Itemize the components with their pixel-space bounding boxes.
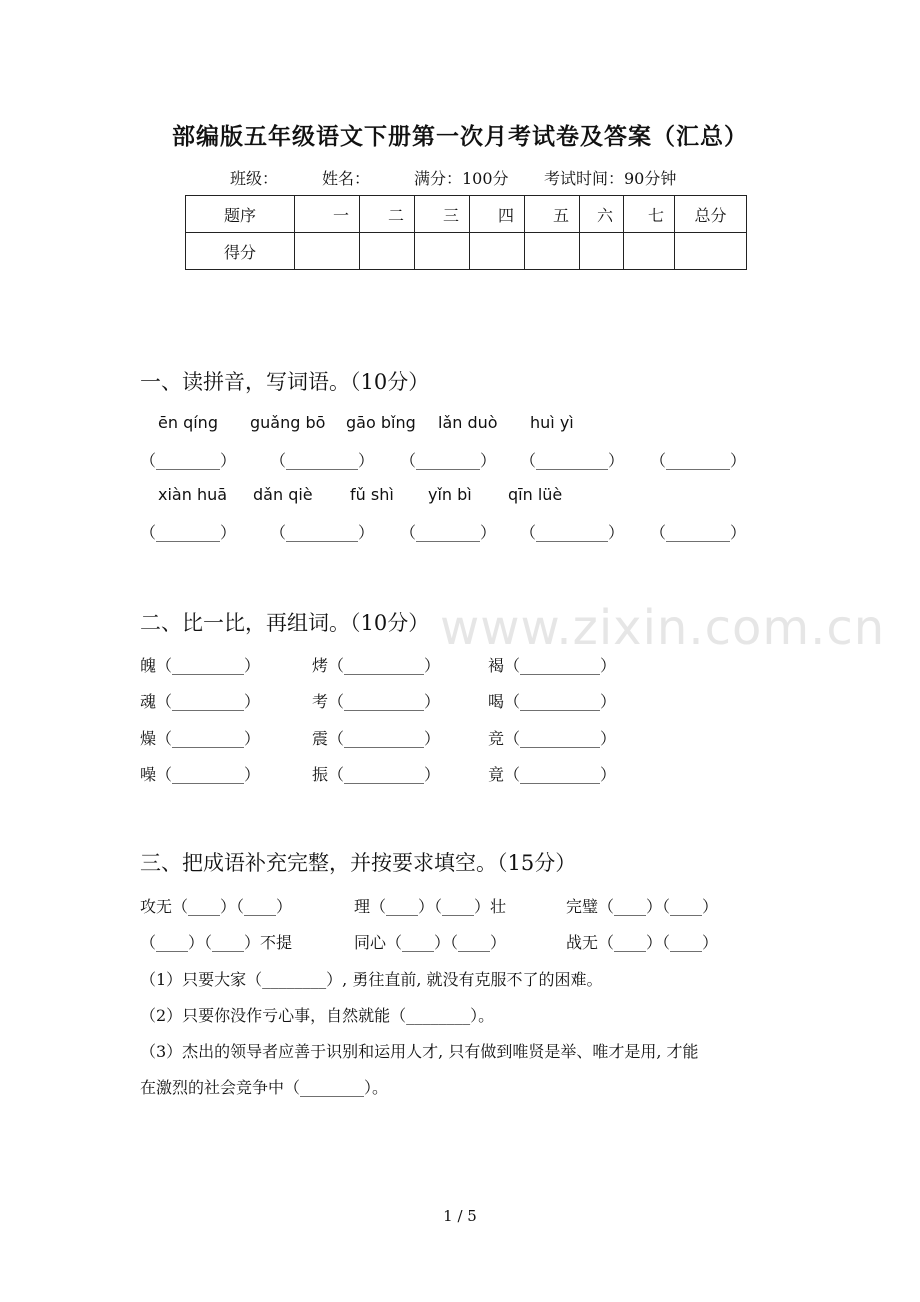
question-2[interactable]: （2）只要你没作亏心事，自然就能（________）。 [140, 1006, 495, 1025]
word-group-item[interactable]: 竞（__________） [488, 729, 617, 748]
word-group-item[interactable]: 竟（__________） [488, 765, 617, 784]
score-cell[interactable] [415, 233, 470, 270]
idiom-item[interactable]: 攻无（____）（____） [140, 897, 293, 916]
header-cell: 题序 [186, 196, 295, 233]
question-3-line2[interactable]: 在激烈的社会竞争中（________）。 [140, 1078, 389, 1097]
word-group-item[interactable]: 振（__________） [312, 765, 441, 784]
pinyin: ēn qíng [158, 413, 218, 432]
header-cell: 总分 [675, 196, 747, 233]
section2-heading: 二、比一比，再组词。（10分） [140, 611, 430, 635]
answer-blank[interactable]: （________） [140, 451, 237, 470]
row-label: 得分 [186, 233, 295, 270]
pinyin: dǎn qiè [253, 485, 313, 504]
idiom-item[interactable]: 完璧（____）（____） [566, 897, 719, 916]
pinyin: yǐn bì [428, 485, 472, 504]
idiom-item[interactable]: 理（____）（____）壮 [354, 897, 507, 916]
idiom-item[interactable]: （____）（____）不提 [140, 933, 293, 952]
score-table [185, 195, 747, 270]
pinyin: guǎng bō [250, 413, 326, 432]
section3-heading: 三、把成语补充完整，并按要求填空。（15分） [140, 851, 577, 875]
word-group-item[interactable]: 烤（__________） [312, 656, 441, 675]
score-cell[interactable] [360, 233, 415, 270]
idiom-item[interactable]: 战无（____）（____） [566, 933, 719, 952]
section1-heading: 一、读拼音，写词语。（10分） [140, 370, 430, 394]
word-group-item[interactable]: 褐（__________） [488, 656, 617, 675]
word-group-item[interactable]: 魄（_________） [140, 656, 261, 675]
header-cell: 六 [580, 196, 624, 233]
answer-blank[interactable]: （_________） [270, 451, 375, 470]
score-cell[interactable] [624, 233, 675, 270]
header-cell: 四 [470, 196, 525, 233]
word-group-item[interactable]: 燥（_________） [140, 729, 261, 748]
pinyin: lǎn duò [438, 413, 498, 432]
watermark: www.zixin.com.cn [440, 600, 886, 656]
word-group-item[interactable]: 喝（__________） [488, 692, 617, 711]
header-cell: 五 [525, 196, 580, 233]
idiom-item[interactable]: 同心（____）（____） [354, 933, 507, 952]
score-cell[interactable] [470, 233, 525, 270]
full-score: 满分：100分 [414, 169, 509, 188]
name-label: 姓名： [322, 169, 371, 188]
score-cell[interactable] [525, 233, 580, 270]
answer-blank[interactable]: （________） [400, 523, 497, 542]
header-cell: 一 [295, 196, 360, 233]
answer-blank[interactable]: （_________） [520, 451, 625, 470]
pinyin: fǔ shì [350, 485, 394, 504]
question-1[interactable]: （1）只要大家（________）, 勇往直前, 就没有克服不了的困难。 [140, 970, 603, 989]
answer-blank[interactable]: （________） [650, 451, 747, 470]
score-cell[interactable] [675, 233, 747, 270]
word-group-item[interactable]: 考（__________） [312, 692, 441, 711]
page-title: 部编版五年级语文下册第一次月考试卷及答案（汇总） [172, 123, 748, 150]
class-label: 班级： [230, 169, 279, 188]
header-cell: 二 [360, 196, 415, 233]
score-cell[interactable] [580, 233, 624, 270]
score-table-header-row [186, 196, 747, 233]
answer-blank[interactable]: （_________） [520, 523, 625, 542]
header-cell: 三 [415, 196, 470, 233]
answer-blank[interactable]: （_________） [270, 523, 375, 542]
pinyin: gāo bǐng [346, 413, 416, 432]
word-group-item[interactable]: 震（__________） [312, 729, 441, 748]
score-cell[interactable] [295, 233, 360, 270]
pinyin: qīn lüè [508, 485, 563, 504]
header-cell: 七 [624, 196, 675, 233]
exam-time: 考试时间：90分钟 [544, 169, 677, 188]
pinyin: xiàn huā [158, 485, 228, 504]
answer-blank[interactable]: （________） [650, 523, 747, 542]
question-3-line1: （3）杰出的领导者应善于识别和运用人才, 只有做到唯贤是举、唯才是用, 才能 [140, 1042, 699, 1061]
pinyin: huì yì [530, 413, 574, 432]
score-table-score-row [186, 233, 747, 270]
answer-blank[interactable]: （________） [140, 523, 237, 542]
word-group-item[interactable]: 噪（_________） [140, 765, 261, 784]
page-number: 1 / 5 [443, 1207, 477, 1225]
word-group-item[interactable]: 魂（_________） [140, 692, 261, 711]
answer-blank[interactable]: （________） [400, 451, 497, 470]
